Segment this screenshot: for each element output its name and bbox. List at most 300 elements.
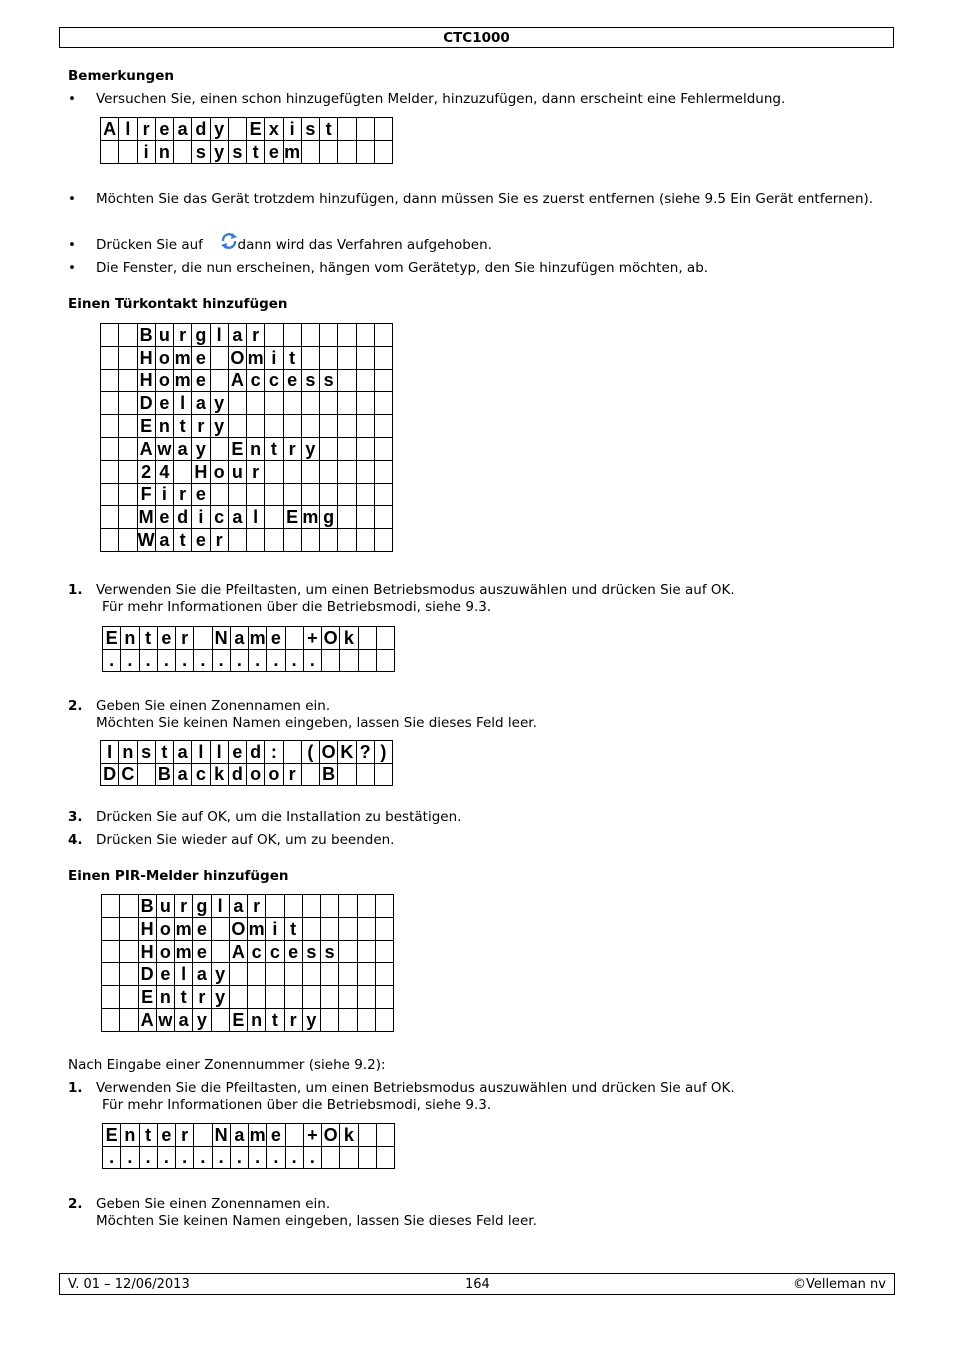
lcd-cell: O	[322, 627, 340, 650]
step-line: Möchten Sie keinen Namen eingeben, lassen Sie dieses Feld leer.	[96, 1213, 537, 1229]
lcd-cell: .	[285, 1146, 303, 1169]
bullet-dot: •	[68, 91, 76, 107]
lcd-row	[102, 895, 394, 918]
lcd-cell	[283, 415, 301, 438]
lcd-already-exist	[100, 117, 393, 164]
lcd-cell: l	[175, 963, 193, 986]
lcd-cell	[374, 369, 392, 392]
lcd-cell: .	[139, 1146, 157, 1169]
lcd-cell: B	[137, 324, 155, 347]
step-number: 2.	[68, 1196, 83, 1212]
lcd-row	[101, 763, 393, 786]
lcd-cell: n	[248, 1009, 266, 1032]
lcd-cell	[265, 324, 283, 347]
lcd-cell	[321, 917, 339, 940]
lcd-cell	[101, 483, 119, 506]
lcd-cell: O	[229, 917, 247, 940]
lcd-cell	[374, 118, 392, 141]
lcd-cell	[211, 917, 229, 940]
lcd-cell	[356, 369, 374, 392]
lcd-row	[101, 118, 393, 141]
lcd-cell	[119, 483, 137, 506]
lcd-cell	[284, 895, 302, 918]
lcd-cell: y	[301, 437, 319, 460]
intro-text: Nach Eingabe einer Zonennummer (siehe 9.2):	[68, 1057, 386, 1073]
lcd-cell: t	[320, 118, 338, 141]
lcd-cell	[320, 141, 338, 164]
lcd-cell	[375, 963, 393, 986]
lcd-cell: t	[265, 437, 283, 460]
lcd-mode-list	[100, 323, 393, 552]
lcd-cell: )	[374, 741, 392, 764]
lcd-cell: e	[157, 1124, 175, 1147]
step-line: Verwenden Sie die Pfeiltasten, um einen Betriebsmodus auszuwählen und drücken Sie auf OK.	[96, 1080, 735, 1096]
lcd-cell	[338, 483, 356, 506]
lcd-enter-name	[102, 1123, 395, 1169]
lcd-cell: d	[228, 763, 246, 786]
lcd-cell: E	[283, 506, 301, 529]
lcd-cell: e	[155, 506, 173, 529]
lcd-cell: s	[301, 369, 319, 392]
lcd-cell: t	[284, 917, 302, 940]
lcd-cell: k	[340, 1124, 358, 1147]
lcd-cell	[283, 324, 301, 347]
lcd-cell: l	[192, 741, 210, 764]
lcd-cell: a	[193, 963, 211, 986]
lcd-cell	[376, 627, 394, 650]
bullet-text	[96, 237, 876, 254]
lcd-cell: t	[266, 1009, 284, 1032]
lcd-cell	[358, 649, 376, 672]
lcd-cell: m	[174, 370, 191, 391]
lcd-cell: n	[155, 141, 173, 164]
lcd-cell	[210, 483, 228, 506]
lcd-cell	[338, 437, 356, 460]
lcd-cell	[356, 415, 374, 438]
lcd-cell: C	[119, 763, 137, 786]
lcd-cell: 2	[137, 460, 155, 483]
document-title: CTC1000	[443, 30, 510, 46]
lcd-cell	[119, 141, 137, 164]
lcd-cell	[376, 649, 394, 672]
lcd-cell: s	[228, 141, 246, 164]
lcd-row	[103, 627, 395, 650]
lcd-cell	[137, 763, 155, 786]
lcd-cell	[321, 895, 339, 918]
lcd-cell: c	[247, 369, 265, 392]
lcd-cell	[284, 986, 302, 1009]
lcd-cell: a	[230, 627, 248, 650]
lcd-cell: .	[285, 649, 303, 672]
lcd-cell: c	[265, 369, 283, 392]
lcd-cell	[265, 415, 283, 438]
lcd-cell: n	[121, 627, 139, 650]
lcd-cell	[374, 483, 392, 506]
lcd-row	[102, 1009, 394, 1032]
lcd-cell	[119, 369, 137, 392]
lcd-cell	[194, 1124, 212, 1147]
lcd-cell	[266, 986, 284, 1009]
lcd-cell	[283, 460, 301, 483]
lcd-cell	[301, 460, 319, 483]
step-text: Drücken Sie auf OK, um die Installation zu bestätigen.	[96, 809, 462, 825]
lcd-cell: t	[247, 141, 265, 164]
lcd-cell: l	[247, 506, 265, 529]
lcd-cell	[340, 649, 358, 672]
lcd-cell: w	[156, 1009, 174, 1032]
lcd-cell: H	[138, 917, 156, 940]
lcd-cell: y	[302, 1009, 320, 1032]
lcd-cell	[376, 1146, 394, 1169]
lcd-cell	[321, 986, 339, 1009]
lcd-cell: r	[193, 986, 211, 1009]
lcd-cell	[374, 437, 392, 460]
lcd-cell: A	[229, 940, 247, 963]
lcd-cell: H	[192, 460, 210, 483]
lcd-cell: .	[212, 649, 230, 672]
lcd-cell	[229, 986, 247, 1009]
lcd-cell: B	[138, 895, 156, 918]
lcd-cell	[266, 895, 284, 918]
lcd-cell: y	[193, 1009, 211, 1032]
lcd-cell	[356, 763, 374, 786]
section-title-door-contact: Einen Türkontakt hinzufügen	[68, 296, 288, 312]
lcd-cell	[321, 963, 339, 986]
lcd-cell: y	[210, 118, 228, 141]
lcd-cell: .	[157, 649, 175, 672]
lcd-cell	[210, 369, 228, 392]
lcd-cell: E	[103, 627, 121, 650]
lcd-cell: F	[137, 483, 155, 506]
lcd-cell	[301, 324, 319, 347]
lcd-cell	[357, 895, 375, 918]
lcd-cell: m	[175, 918, 192, 939]
lcd-cell: a	[174, 741, 192, 764]
lcd-cell: :	[265, 741, 283, 764]
lcd-cell	[374, 415, 392, 438]
lcd-cell: r	[283, 437, 301, 460]
lcd-cell: e	[156, 963, 174, 986]
lcd-cell	[356, 141, 374, 164]
lcd-cell: .	[212, 1146, 230, 1169]
lcd-cell: t	[174, 529, 192, 552]
lcd-cell: t	[139, 1124, 157, 1147]
lcd-row	[101, 392, 393, 415]
lcd-cell	[248, 963, 266, 986]
lcd-cell	[247, 483, 265, 506]
lcd-cell: O	[228, 346, 246, 369]
lcd-cell	[375, 895, 393, 918]
lcd-row	[101, 141, 393, 164]
lcd-cell: y	[211, 963, 229, 986]
lcd-cell	[338, 369, 356, 392]
lcd-cell	[356, 392, 374, 415]
lcd-cell	[340, 1146, 358, 1169]
lcd-cell: d	[192, 118, 210, 141]
page-footer	[59, 1273, 895, 1295]
lcd-cell	[338, 324, 356, 347]
lcd-cell	[301, 392, 319, 415]
lcd-cell	[357, 917, 375, 940]
bullet-dot: •	[68, 260, 76, 276]
lcd-cell: g	[193, 895, 211, 918]
lcd-cell	[101, 369, 119, 392]
lcd-cell	[339, 917, 357, 940]
lcd-cell	[120, 940, 138, 963]
lcd-cell	[101, 415, 119, 438]
lcd-cell: s	[301, 118, 319, 141]
lcd-cell: m	[249, 1124, 266, 1145]
lcd-cell: E	[103, 1124, 121, 1147]
lcd-cell: m	[175, 941, 192, 962]
lcd-cell: r	[175, 895, 193, 918]
bullet-text: Möchten Sie das Gerät trotzdem hinzufügen, dann müssen Sie es zuerst entfernen (siehe 9.5 Ein Gerät entfernen).	[96, 191, 874, 207]
lcd-row	[101, 741, 393, 764]
lcd-cell	[338, 392, 356, 415]
lcd-cell: H	[137, 369, 155, 392]
lcd-cell: i	[137, 141, 155, 164]
lcd-cell	[228, 529, 246, 552]
lcd-row	[101, 324, 393, 347]
lcd-cell: s	[320, 369, 338, 392]
lcd-enter-name	[102, 626, 395, 672]
lcd-cell: m	[249, 627, 266, 648]
lcd-cell	[211, 940, 229, 963]
lcd-row	[102, 986, 394, 1009]
lcd-cell: r	[283, 763, 301, 786]
lcd-cell	[338, 460, 356, 483]
lcd-cell	[339, 940, 357, 963]
lcd-cell: M	[138, 507, 154, 528]
lcd-row	[103, 1124, 395, 1147]
lcd-cell: r	[174, 483, 192, 506]
lcd-cell: .	[139, 649, 157, 672]
lcd-cell: D	[101, 763, 119, 786]
bullet-text-end: dann wird das Verfahren aufgehoben.	[237, 237, 492, 253]
lcd-cell	[102, 986, 120, 1009]
lcd-cell: y	[210, 415, 228, 438]
lcd-cell: m	[174, 347, 191, 368]
lcd-cell: .	[103, 649, 121, 672]
lcd-cell: n	[155, 415, 173, 438]
lcd-cell	[119, 392, 137, 415]
lcd-cell: O	[322, 1124, 340, 1147]
lcd-cell	[356, 483, 374, 506]
lcd-cell	[119, 346, 137, 369]
lcd-cell: n	[121, 1124, 139, 1147]
lcd-cell	[339, 895, 357, 918]
lcd-cell: g	[192, 324, 210, 347]
lcd-cell	[120, 963, 138, 986]
lcd-cell: r	[137, 118, 155, 141]
section-title-notes: Bemerkungen	[68, 68, 174, 84]
lcd-cell: n	[156, 986, 174, 1009]
lcd-cell: l	[210, 324, 228, 347]
lcd-cell	[228, 392, 246, 415]
lcd-cell: a	[228, 506, 246, 529]
lcd-mode-list	[101, 894, 394, 1032]
lcd-cell	[356, 437, 374, 460]
lcd-cell	[247, 529, 265, 552]
lcd-cell	[265, 392, 283, 415]
lcd-cell: r	[174, 324, 192, 347]
lcd-cell: W	[137, 530, 155, 551]
lcd-cell: u	[228, 460, 246, 483]
lcd-cell: .	[121, 1146, 139, 1169]
lcd-cell	[194, 627, 212, 650]
bullet-text: Die Fenster, die nun erscheinen, hängen vom Gerätetyp, den Sie hinzufügen möchten, ab.	[96, 260, 709, 276]
lcd-cell	[101, 141, 119, 164]
lcd-cell: m	[247, 347, 264, 368]
lcd-cell	[301, 483, 319, 506]
step-text: Drücken Sie wieder auf OK, um zu beenden.	[96, 832, 395, 848]
lcd-cell: A	[101, 118, 119, 141]
lcd-cell	[356, 460, 374, 483]
lcd-cell	[120, 986, 138, 1009]
lcd-cell: e	[192, 369, 210, 392]
lcd-cell	[356, 118, 374, 141]
lcd-cell: s	[321, 940, 339, 963]
lcd-cell: e	[155, 118, 173, 141]
lcd-cell	[120, 1009, 138, 1032]
lcd-cell: E	[138, 986, 156, 1009]
lcd-cell: o	[156, 917, 174, 940]
lcd-cell	[375, 986, 393, 1009]
lcd-cell: e	[193, 940, 211, 963]
lcd-cell: A	[228, 369, 246, 392]
lcd-cell: r	[247, 460, 265, 483]
lcd-cell	[301, 346, 319, 369]
lcd-cell	[301, 529, 319, 552]
lcd-cell	[374, 460, 392, 483]
lcd-cell: l	[211, 895, 229, 918]
lcd-cell	[338, 415, 356, 438]
lcd-cell: a	[228, 324, 246, 347]
lcd-row	[101, 460, 393, 483]
lcd-cell: i	[192, 506, 210, 529]
lcd-cell: I	[101, 741, 119, 764]
lcd-row	[103, 1146, 395, 1169]
lcd-cell	[210, 346, 228, 369]
lcd-cell: .	[157, 1146, 175, 1169]
lcd-cell	[357, 963, 375, 986]
lcd-cell: o	[247, 763, 265, 786]
lcd-cell: k	[210, 763, 228, 786]
step-line: Verwenden Sie die Pfeiltasten, um einen Betriebsmodus auszuwählen und drücken Sie auf OK.	[96, 582, 735, 598]
lcd-cell	[338, 118, 356, 141]
footer-version: V. 01 – 12/06/2013	[68, 1277, 190, 1292]
lcd-cell	[119, 437, 137, 460]
lcd-cell	[322, 1146, 340, 1169]
lcd-cell: K	[338, 741, 356, 764]
lcd-cell: o	[210, 460, 228, 483]
lcd-cell: y	[192, 437, 210, 460]
lcd-row	[102, 940, 394, 963]
lcd-cell: s	[137, 741, 155, 764]
bullet-text-start: Drücken Sie auf	[96, 237, 203, 253]
lcd-cell: a	[229, 895, 247, 918]
lcd-cell: c	[210, 506, 228, 529]
lcd-cell: r	[176, 1124, 194, 1147]
lcd-cell: k	[340, 627, 358, 650]
lcd-cell: D	[138, 963, 156, 986]
step-line: Geben Sie einen Zonennamen ein.	[96, 1196, 331, 1212]
lcd-cell	[301, 415, 319, 438]
step-number: 1.	[68, 582, 83, 598]
lcd-cell: E	[229, 1009, 247, 1032]
step-number: 4.	[68, 832, 83, 848]
lcd-cell: y	[211, 986, 229, 1009]
lcd-cell: i	[283, 118, 301, 141]
lcd-cell	[265, 483, 283, 506]
lcd-cell: e	[193, 917, 211, 940]
lcd-cell: a	[175, 1009, 193, 1032]
lcd-cell: e	[157, 627, 175, 650]
lcd-cell: B	[155, 763, 173, 786]
lcd-cell	[119, 460, 137, 483]
lcd-cell	[322, 649, 340, 672]
lcd-cell: .	[267, 1146, 285, 1169]
step-number: 2.	[68, 698, 83, 714]
lcd-cell: u	[155, 324, 173, 347]
lcd-cell: o	[155, 369, 173, 392]
lcd-cell	[357, 986, 375, 1009]
lcd-cell: c	[266, 940, 284, 963]
lcd-cell	[320, 346, 338, 369]
lcd-cell	[302, 895, 320, 918]
lcd-cell	[265, 529, 283, 552]
lcd-cell: m	[302, 507, 319, 528]
lcd-cell	[320, 529, 338, 552]
lcd-cell	[174, 460, 192, 483]
lcd-cell	[374, 506, 392, 529]
lcd-cell	[338, 346, 356, 369]
lcd-cell: o	[155, 346, 173, 369]
lcd-cell: (	[301, 741, 319, 764]
lcd-cell: d	[174, 506, 192, 529]
lcd-row	[101, 415, 393, 438]
lcd-cell	[266, 963, 284, 986]
lcd-cell: t	[175, 986, 193, 1009]
lcd-cell	[120, 917, 138, 940]
lcd-cell: e	[267, 1124, 285, 1147]
lcd-cell: n	[119, 741, 137, 764]
lcd-cell	[320, 483, 338, 506]
section-title-pir: Einen PIR-Melder hinzufügen	[68, 868, 289, 884]
lcd-cell	[358, 1146, 376, 1169]
lcd-cell	[283, 741, 301, 764]
lcd-cell	[321, 1009, 339, 1032]
lcd-cell: 4	[155, 460, 173, 483]
lcd-cell: e	[192, 483, 210, 506]
lcd-cell	[358, 627, 376, 650]
bullet-dot: •	[68, 191, 76, 207]
step-text	[96, 1196, 876, 1230]
lcd-cell: e	[192, 346, 210, 369]
lcd-cell: +	[303, 1124, 321, 1147]
lcd-cell	[374, 141, 392, 164]
lcd-cell	[356, 529, 374, 552]
lcd-cell: .	[230, 1146, 248, 1169]
lcd-cell: d	[247, 741, 265, 764]
lcd-cell	[102, 940, 120, 963]
step-text	[96, 698, 876, 732]
lcd-cell: t	[283, 346, 301, 369]
lcd-cell: x	[265, 118, 283, 141]
lcd-row	[101, 483, 393, 506]
lcd-cell: s	[302, 940, 320, 963]
lcd-cell: D	[137, 392, 155, 415]
